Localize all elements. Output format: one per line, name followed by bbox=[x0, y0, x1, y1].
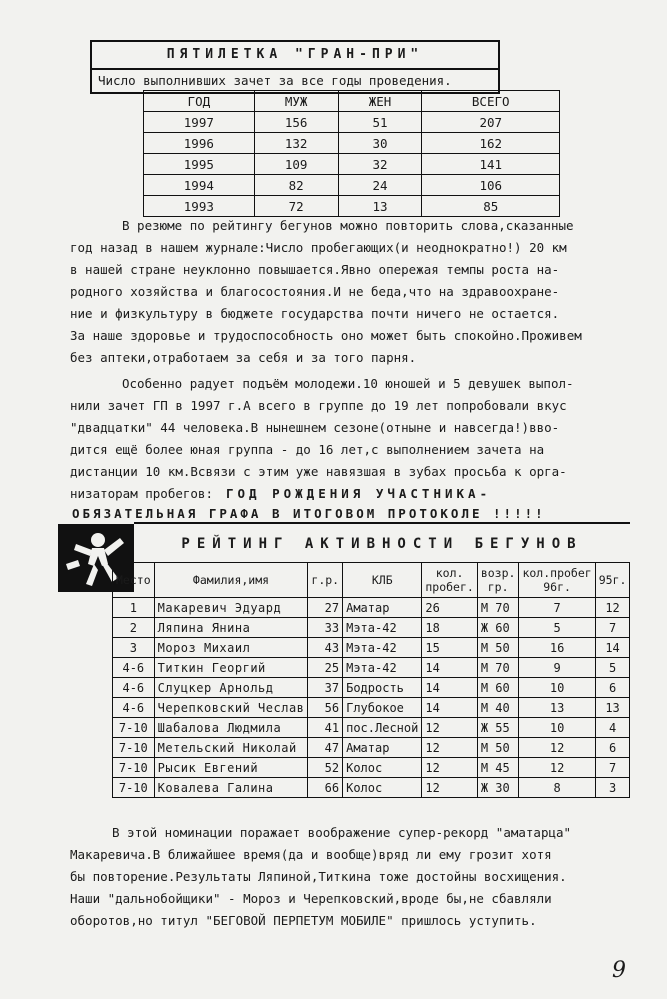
cell-age-group: Ж 55 bbox=[477, 718, 519, 738]
cell-birth-year: 41 bbox=[308, 718, 343, 738]
cell-birth-year: 25 bbox=[308, 658, 343, 678]
text-line: дится ещё более юная группа - до 16 лет,с выполнением зачета на bbox=[70, 442, 545, 457]
cell-name: Шабалова Людмила bbox=[154, 718, 308, 738]
cell-age-group: М 70 bbox=[477, 658, 519, 678]
cell-name: Ляпина Янина bbox=[154, 618, 308, 638]
cell-age-group: М 50 bbox=[477, 738, 519, 758]
cell-year: 1995 bbox=[144, 154, 255, 175]
cell-year: 1996 bbox=[144, 133, 255, 154]
header-women: ЖЕН bbox=[338, 91, 422, 112]
paragraph-nomination bbox=[70, 822, 630, 932]
text-line: дистанции 10 км.Всвязи с этим уже навязшая в зубах просьба к орга- bbox=[70, 464, 567, 479]
cell-count-95: 6 bbox=[595, 738, 630, 758]
header-club: КЛБ bbox=[343, 563, 422, 598]
cell-count-96: 10 bbox=[519, 678, 595, 698]
table-row bbox=[144, 133, 560, 154]
cell-birth-year: 52 bbox=[308, 758, 343, 778]
cell-birth-year: 37 bbox=[308, 678, 343, 698]
pyatiletka-title: ПЯТИЛЕТКА "ГРАН-ПРИ" bbox=[90, 40, 500, 68]
cell-birth-year: 66 bbox=[308, 778, 343, 798]
cell-count-96: 10 bbox=[519, 718, 595, 738]
cell-total: 162 bbox=[422, 133, 560, 154]
cell-name: Рысик Евгений bbox=[154, 758, 308, 778]
text-line: ние и физкультуру в бюджете государства почти ничего не остается. bbox=[70, 306, 560, 321]
cell-count-96: 8 bbox=[519, 778, 595, 798]
cell-name: Ковалева Галина bbox=[154, 778, 308, 798]
text-line: в нашей стране неуклонно повышается.Явно опережая темпы роста на- bbox=[70, 262, 560, 277]
cell-women: 32 bbox=[338, 154, 422, 175]
text-line: низаторам пробегов: bbox=[70, 486, 213, 501]
table-row bbox=[144, 154, 560, 175]
table-row bbox=[113, 598, 630, 618]
cell-club: Мэта-42 bbox=[343, 638, 422, 658]
cell-total: 207 bbox=[422, 112, 560, 133]
rating-header-row bbox=[113, 563, 630, 598]
text-line: Макаревича.В ближайшее время(да и вообще)вряд ли ему грозит хотя bbox=[70, 847, 552, 862]
text-line: без аптеки,отработаем за себя и за того парня. bbox=[70, 350, 417, 365]
cell-club: Глубокое bbox=[343, 698, 422, 718]
cell-count-96: 7 bbox=[519, 598, 595, 618]
cell-count-95: 7 bbox=[595, 618, 630, 638]
table-row bbox=[144, 175, 560, 196]
cell-name: Макаревич Эдуард bbox=[154, 598, 308, 618]
cell-club: Мэта-42 bbox=[343, 658, 422, 678]
table-row bbox=[113, 638, 630, 658]
cell-name: Слуцкер Арнольд bbox=[154, 678, 308, 698]
cell-count-96: 13 bbox=[519, 698, 595, 718]
header-run-count: кол. пробег. bbox=[422, 563, 477, 598]
cell-club: пос.Лесной bbox=[343, 718, 422, 738]
cell-run-count: 12 bbox=[422, 758, 477, 778]
cell-count-95: 12 bbox=[595, 598, 630, 618]
text-line: бы повторение.Результаты Ляпиной,Титкина тоже достойны восхищения. bbox=[70, 869, 567, 884]
cell-club: Мэта-42 bbox=[343, 618, 422, 638]
table-row bbox=[113, 718, 630, 738]
cell-club: Бодрость bbox=[343, 678, 422, 698]
cell-year: 1993 bbox=[144, 196, 255, 217]
cell-birth-year: 33 bbox=[308, 618, 343, 638]
cell-place: 7-10 bbox=[113, 758, 155, 778]
cell-count-96: 5 bbox=[519, 618, 595, 638]
table-row bbox=[113, 738, 630, 758]
cell-age-group: М 40 bbox=[477, 698, 519, 718]
cell-men: 109 bbox=[254, 154, 338, 175]
text-line: "двадцатки" 44 человека.В нынешнем сезоне(отныне и навсегда!)вво- bbox=[70, 420, 560, 435]
cell-club: Аматар bbox=[343, 598, 422, 618]
table-row bbox=[113, 618, 630, 638]
header-count-96: кол.пробег 96г. bbox=[519, 563, 595, 598]
cell-place: 4-6 bbox=[113, 678, 155, 698]
cell-women: 24 bbox=[338, 175, 422, 196]
cell-run-count: 12 bbox=[422, 718, 477, 738]
cell-place: 4-6 bbox=[113, 698, 155, 718]
cell-count-95: 14 bbox=[595, 638, 630, 658]
header-count-95: 95г. bbox=[595, 563, 630, 598]
rating-table bbox=[112, 562, 630, 798]
cell-year: 1994 bbox=[144, 175, 255, 196]
cell-run-count: 14 bbox=[422, 658, 477, 678]
table-row bbox=[144, 196, 560, 217]
cell-place: 2 bbox=[113, 618, 155, 638]
header-year: ГОД bbox=[144, 91, 255, 112]
cell-birth-year: 43 bbox=[308, 638, 343, 658]
cell-women: 13 bbox=[338, 196, 422, 217]
cell-total: 106 bbox=[422, 175, 560, 196]
pyatiletka-grid bbox=[143, 90, 560, 217]
pyatiletka-header-row bbox=[144, 91, 560, 112]
table-row bbox=[113, 658, 630, 678]
pyatiletka-table bbox=[90, 40, 510, 214]
header-name: Фамилия,имя bbox=[154, 563, 308, 598]
cell-club: Аматар bbox=[343, 738, 422, 758]
cell-club: Колос bbox=[343, 758, 422, 778]
text-line: год назад в нашем журнале:Число пробегающих(и неоднократно!) 20 км bbox=[70, 240, 567, 255]
cell-place: 4-6 bbox=[113, 658, 155, 678]
cell-birth-year: 56 bbox=[308, 698, 343, 718]
table-row bbox=[113, 698, 630, 718]
cell-men: 156 bbox=[254, 112, 338, 133]
cell-place: 7-10 bbox=[113, 718, 155, 738]
cell-run-count: 12 bbox=[422, 738, 477, 758]
cell-place: 7-10 bbox=[113, 738, 155, 758]
cell-run-count: 14 bbox=[422, 698, 477, 718]
cell-age-group: Ж 60 bbox=[477, 618, 519, 638]
rating-title: РЕЙТИНГ АКТИВНОСТИ БЕГУНОВ bbox=[134, 522, 630, 564]
cell-birth-year: 27 bbox=[308, 598, 343, 618]
table-row bbox=[144, 112, 560, 133]
headline-birth-year: ГОД РОЖДЕНИЯ УЧАСТНИКА- bbox=[226, 486, 492, 501]
cell-age-group: М 70 bbox=[477, 598, 519, 618]
cell-club: Колос bbox=[343, 778, 422, 798]
cell-name: Мороз Михаил bbox=[154, 638, 308, 658]
cell-count-95: 7 bbox=[595, 758, 630, 778]
headline-mandatory: ОБЯЗАТЕЛЬНАЯ ГРАФА В ИТОГОВОМ ПРОТОКОЛЕ !!!!! bbox=[72, 506, 546, 521]
cell-birth-year: 47 bbox=[308, 738, 343, 758]
cell-count-96: 9 bbox=[519, 658, 595, 678]
cell-men: 132 bbox=[254, 133, 338, 154]
page-number: 9 bbox=[612, 958, 626, 983]
cell-count-96: 12 bbox=[519, 758, 595, 778]
cell-men: 72 bbox=[254, 196, 338, 217]
header-place: Место bbox=[113, 563, 155, 598]
cell-women: 51 bbox=[338, 112, 422, 133]
cell-name: Титкин Георгий bbox=[154, 658, 308, 678]
paragraph-resume bbox=[70, 215, 630, 369]
cell-place: 3 bbox=[113, 638, 155, 658]
text-line: В резюме по рейтингу бегунов можно повторить слова,сказанные bbox=[122, 218, 574, 233]
cell-run-count: 14 bbox=[422, 678, 477, 698]
cell-run-count: 18 bbox=[422, 618, 477, 638]
cell-age-group: М 50 bbox=[477, 638, 519, 658]
cell-run-count: 12 bbox=[422, 778, 477, 798]
cell-age-group: М 60 bbox=[477, 678, 519, 698]
cell-count-96: 12 bbox=[519, 738, 595, 758]
cell-count-95: 13 bbox=[595, 698, 630, 718]
cell-year: 1997 bbox=[144, 112, 255, 133]
cell-place: 7-10 bbox=[113, 778, 155, 798]
cell-age-group: Ж 30 bbox=[477, 778, 519, 798]
cell-count-95: 4 bbox=[595, 718, 630, 738]
text-line: За наше здоровье и трудоспособность оно может быть спокойно.Проживем bbox=[70, 328, 582, 343]
table-row bbox=[113, 678, 630, 698]
table-row bbox=[113, 758, 630, 778]
text-line: Особенно радует подъём молодежи.10 юношей и 5 девушек выпол- bbox=[122, 376, 574, 391]
cell-count-95: 5 bbox=[595, 658, 630, 678]
header-total: ВСЕГО bbox=[422, 91, 560, 112]
cell-age-group: М 45 bbox=[477, 758, 519, 778]
cell-count-95: 6 bbox=[595, 678, 630, 698]
cell-name: Метельский Николай bbox=[154, 738, 308, 758]
cell-men: 82 bbox=[254, 175, 338, 196]
table-row bbox=[113, 778, 630, 798]
cell-count-95: 3 bbox=[595, 778, 630, 798]
text-line: оборотов,но титул "БЕГОВОЙ ПЕРПЕТУМ МОБИЛЕ" пришлось уступить. bbox=[70, 913, 537, 928]
cell-count-96: 16 bbox=[519, 638, 595, 658]
text-line: родного хозяйства и благосостояния.И не беда,что на здравоохране- bbox=[70, 284, 560, 299]
text-line: В этой номинации поражает воображение супер-рекорд "аматарца" bbox=[112, 825, 572, 840]
cell-name: Черепковский Чеслав bbox=[154, 698, 308, 718]
cell-run-count: 15 bbox=[422, 638, 477, 658]
header-birth-year: г.р. bbox=[308, 563, 343, 598]
text-line: нили зачет ГП в 1997 г.А всего в группе до 19 лет попробовали вкус bbox=[70, 398, 567, 413]
cell-place: 1 bbox=[113, 598, 155, 618]
header-age-group: возр. гр. bbox=[477, 563, 519, 598]
cell-total: 141 bbox=[422, 154, 560, 175]
header-men: МУЖ bbox=[254, 91, 338, 112]
cell-total: 85 bbox=[422, 196, 560, 217]
cell-run-count: 26 bbox=[422, 598, 477, 618]
cell-women: 30 bbox=[338, 133, 422, 154]
text-line: Наши "дальнобойщики" - Мороз и Черепковский,вроде бы,не сбавляли bbox=[70, 891, 552, 906]
pyatiletka-subtitle: Число выполнивших зачет за все годы проведения. bbox=[90, 68, 500, 94]
